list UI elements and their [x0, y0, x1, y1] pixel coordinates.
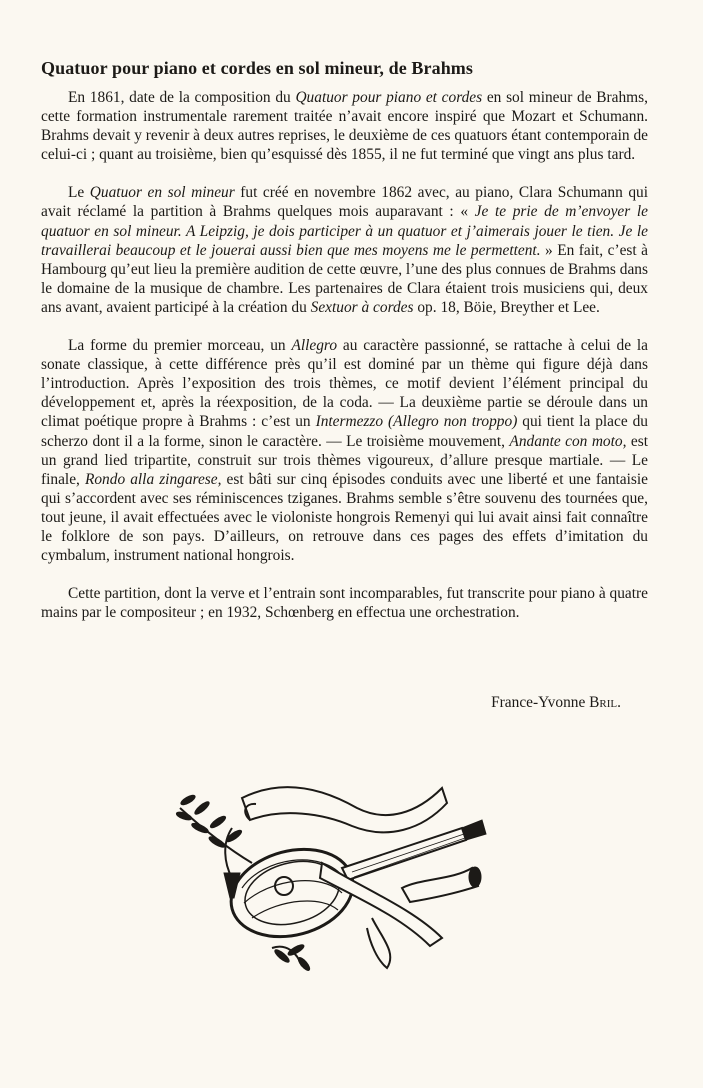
italic-run: Sextuor à cordes [310, 298, 414, 316]
text-run: est un grand lied tripartite, construit sur trois thèmes vigoureux, d’allure presque martiale. — Le finale, [41, 432, 648, 488]
body-paragraph [41, 336, 648, 565]
author-first-name: France-Yvonne [491, 694, 590, 711]
text-run: La forme du premier morceau, un [68, 337, 292, 355]
italic-run: Quatuor en sol mineur [89, 184, 235, 202]
body-paragraph [41, 88, 648, 164]
article-title: Quatuor pour piano et cordes en sol mineur, de Brahms [41, 58, 474, 78]
text-run: » En fait, c’est à Hambourg qu’eut lieu la première audition de cette œuvre, l’une des plus connues de Brahms dans le domaine de la musique de chambre. Les partenaires de Clara étaient trois musiciens qui, deux ans avant, avaient participé à la création du [41, 241, 648, 316]
text-run: est bâti sur cinq épisodes conduits avec une liberté et une fantaisie qui s’accordent avec ses réminiscences tziganes. Brahms semble s’être souvenu des tournées que, tout jeune, il avait effectuées avec le violoniste hongrois Remenyi qui lui avait ainsi fait connaître le folklore de son pays. D’ailleurs, on retrouve dans ces pages des effets d’imitation du cymbalum, instrument national hongrois. [41, 470, 648, 565]
italic-run: Quatuor pour piano et cordes [295, 89, 483, 106]
italic-run: Andante con moto, [509, 432, 627, 450]
text-run: en sol mineur de Brahms, cette formation instrumentale rarement traitée n’avait encore inspiré que Mozart et Schumann. Brahms devait y revenir à deux autres reprises, le deuxième de ces quatuors étant contemporain de celui-ci ; quant au troisième, bien qu’esquissé dès 1855, il ne fut terminé que vingt ans plus tard. [41, 89, 648, 164]
author-signature [491, 694, 621, 712]
italic-run: Intermezzo (Allegro non troppo) [315, 413, 518, 431]
author-last-name: Bril. [589, 694, 621, 711]
italic-run: Je te prie de m’envoyer le quatuor en sol mineur. A Leipzig, je dois participer à un quatuor et j’aimerais jouer le tien. Je le travaillerai beaucoup et le jouerai aussi bien que mes moyens me le permettent. [41, 203, 648, 259]
text-run: fut créé en novembre 1862 avec, au piano, Clara Schumann qui avait réclamé la partition à Brahms quelques mois auparavant : « [41, 184, 648, 221]
text-run: En 1861, date de la composition du [68, 89, 296, 106]
italic-run: Rondo alla zingarese, [84, 470, 222, 488]
body-paragraph [41, 183, 648, 317]
text-run: au caractère passionné, se rattache à celui de la sonate classique, à cette différence près qu’il est dominé par un thème qui figure déjà dans l’introduction. Après l’exposition des trois thèmes, ce motif devient l’élément principal du développement et, après la réexposition, de la coda. — La deuxième partie se déroule dans un climat poétique propre à Brahms : c’est un [41, 337, 648, 431]
text-run: qui tient la place du scherzo dont il a la forme, sinon le caractère. — Le troisième mouvement, [41, 413, 648, 450]
text-run: Cette partition, dont la verve et l’entrain sont incomparables, fut transcrite pour piano à quatre mains par le compositeur ; en 1932, Schœnberg en effectua une orchestration. [41, 585, 648, 622]
text-run: op. 18, Böie, Breyther et Lee. [413, 298, 600, 316]
body-paragraph [41, 584, 648, 622]
article-body [41, 88, 648, 622]
musical-instruments-ornament [172, 768, 492, 973]
text-run: Le [68, 184, 90, 202]
italic-run: Allegro [291, 337, 338, 355]
